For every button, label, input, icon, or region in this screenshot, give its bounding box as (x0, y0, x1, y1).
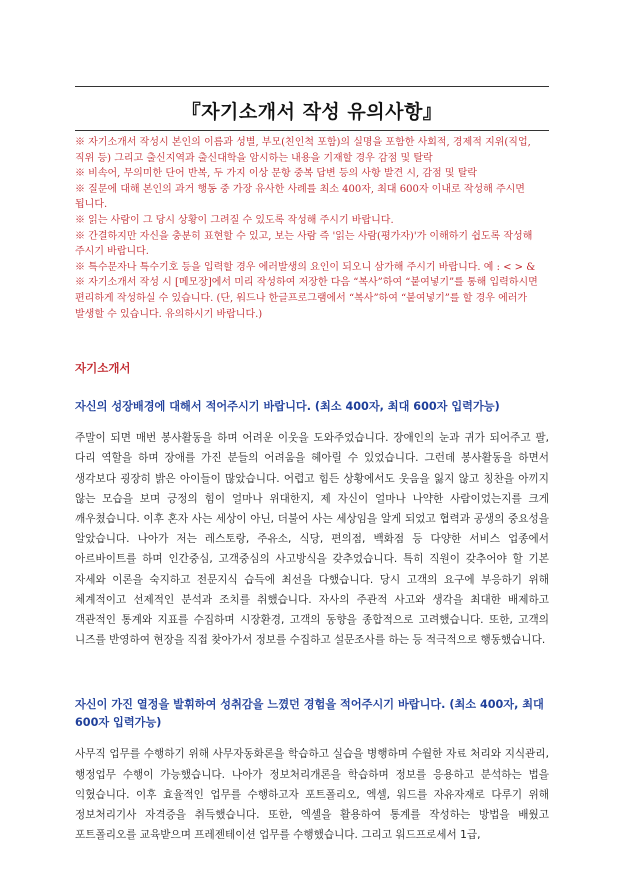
answer-paragraph: 사무직 업무를 수행하기 위해 사무자동화론을 학습하고 실습을 병행하며 수월한 자료 처리와 지식관리, 행정업무 수행이 가능했습니다. 나아가 정보처리개론을 학습하며 정보를 응용하고 분석하는 법을 익혔습니다. 이후 효율적인 업무를 수행하고자 포트폴리오, 엑셀, 워드를 자유자재로 다루기 위해 정보처리기사 자격증을 취득했습니다. 또한, 엑셀을 활용하여 통계를 작성하는 방법을 배웠고 포트폴리오를 교육받으며 프레젠테이션 업무를 수행했습니다. 그리고 워드프로세서 1급, (75, 748, 549, 842)
title-rule (75, 130, 549, 131)
notice-item: ※ 읽는 사람이 그 당시 상황이 그려질 수 있도록 작성해 주시기 바랍니다. (75, 214, 394, 226)
question-heading: 자신의 성장배경에 대해서 적어주시기 바랍니다. (최소 400자, 최대 600자 입력가능) (75, 400, 500, 414)
question-heading: 자신이 가진 열정을 발휘하여 성취감을 느꼈던 경험을 적어주시기 바랍니다. (최소 400자, 최대 600자 입력가능) (75, 698, 544, 730)
notice-item: ※ 자기소개서 작성 시 [메모장]에서 미리 작성하여 저장한 다음 “복사”하여 “붙여넣기”를 통해 입력하시면 편리하게 작성하실 수 있습니다. (단, 워드나 한글프로그램에서 “복사”하여 “붙여넣기”를 할 경우 에러가 발생할 수 있습니다. 유의하시기 바랍니다.) (75, 277, 538, 320)
notice-item: ※ 비속어, 무의미한 단어 반복, 두 가지 이상 문항 중복 답변 등의 사항 발견 시, 감점 및 탈락 (75, 168, 478, 180)
notice-item: ※ 특수문자나 특수기호 등을 입력할 경우 에러발생의 요인이 되오니 삼가해 주시기 바랍니다. 예 : < > & (75, 261, 536, 273)
notice-block (75, 135, 549, 322)
top-rule (75, 86, 549, 87)
document-page (75, 86, 549, 845)
notice-item: ※ 자기소개서 작성시 본인의 이름과 성별, 부모(친인척 포함)의 실명을 포함한 사회적, 경제적 지위(직업, 직위 등) 그리고 출신지역과 출신대학을 암시하는 내용을 기재할 경우 감점 및 탈락 (75, 137, 531, 164)
answer-paragraph: 주말이 되면 매번 봉사활동을 하며 어려운 이웃을 도와주었습니다. 장애인의 눈과 귀가 되어주고 팔, 다리 역할을 하며 장애를 가진 분들의 어려움을 헤아릴 수 있었습니다. 그런데 봉사활동을 하면서 생각보다 굉장히 밝은 아이들이 많았습니다. 어렵고 힘든 상황에서도 웃음을 잃지 않고 칭찬을 아끼지 않는 모습을 보며 긍정의 힘이 얼마나 위대한지, 제 자신이 얼마나 나약한 사람이었는지를 크게 깨우쳤습니다. 이후 혼자 사는 세상이 아닌, 더불어 사는 세상임을 알게 되었고 협력과 공생의 중요성을 알았습니다. 나아가 저는 레스토랑, 주유소, 식당, 편의점, 백화점 등 다양한 서비스 업종에서 아르바이트를 하며 인간중심, 고객중심의 사고방식을 갖추었습니다. 특히 직원이 갖추어야 할 기본 자세와 이론을 숙지하고 전문지식 습득에 최선을 다했습니다. 당시 고객의 요구에 부응하기 위해 체계적이고 선제적인 분석과 조치를 취했습니다. 자사의 주관적 사고와 생각을 최대한 배제하고 객관적인 통계와 지표를 수집하며 시장환경, 고객의 동향을 종합적으로 고려했습니다. 또한, 고객의 니즈를 반영하여 현장을 직접 찾아가서 정보를 수집하고 설문조사를 하는 등 적극적으로 행동했습니다. (75, 432, 549, 647)
section-label: 자기소개서 (75, 361, 131, 376)
notice-item: ※ 질문에 대해 본인의 과거 행동 중 가장 유사한 사례를 최소 400자, 최대 600자 이내로 작성해 주시면 됩니다. (75, 183, 525, 211)
document-title: 『자기소개서 작성 유의사항』 (181, 101, 443, 123)
notice-item: ※ 간결하지만 자신을 충분히 표현할 수 있고, 보는 사람 즉 '읽는 사람(평가자)'가 이해하기 쉽도록 작성해 주시기 바랍니다. (75, 230, 533, 258)
